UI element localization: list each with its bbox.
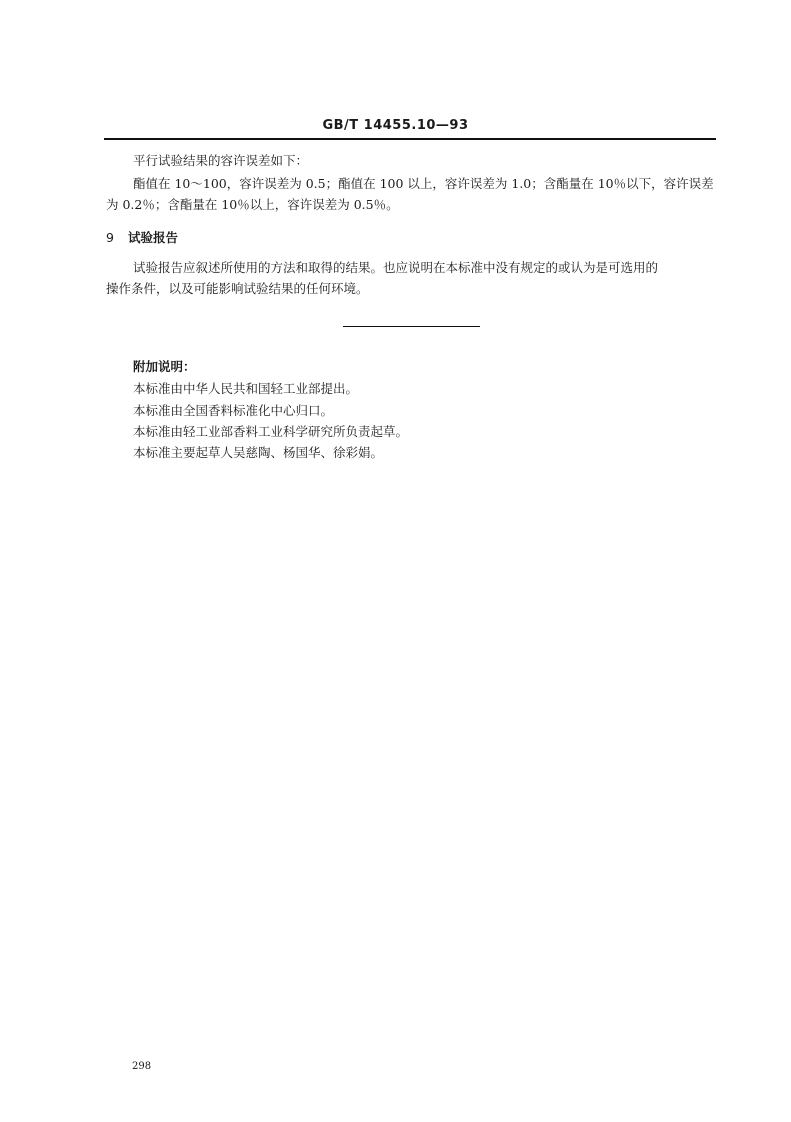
note-item: 本标准由轻工业部香料工业科学研究所负责起草。 xyxy=(133,424,409,439)
section-9-line-1: 试验报告应叙述所使用的方法和取得的结果。也应说明在本标准中没有规定的或认为是可选用的 xyxy=(133,260,659,275)
tolerance-line-2: 为 0.2％；含酯量在 10％以上，容许误差为 0.5％。 xyxy=(106,197,399,212)
end-of-text-divider xyxy=(343,326,480,327)
note-item: 本标准主要起草人吴慈陶、杨国华、徐彩娟。 xyxy=(133,445,384,460)
additional-notes-title: 附加说明： xyxy=(133,359,196,374)
tolerance-line-1: 酯值在 10～100，容许误差为 0.5；酯值在 100 以上，容许误差为 1.0；含酯量在 10％以下，容许误差 xyxy=(133,176,714,191)
section-9-title: 试验报告 xyxy=(128,230,179,245)
standard-code: GB/T 14455.10—93 xyxy=(322,118,469,133)
section-9-heading xyxy=(106,228,178,246)
note-item: 本标准由全国香料标准化中心归口。 xyxy=(133,403,334,418)
section-9-number: 9 xyxy=(106,230,114,245)
header-rule xyxy=(104,138,716,140)
page-number: 298 xyxy=(132,1061,152,1072)
section-9-line-2: 操作条件，以及可能影响试验结果的任何环境。 xyxy=(106,281,369,296)
note-item: 本标准由中华人民共和国轻工业部提出。 xyxy=(133,381,359,396)
tolerance-intro: 平行试验结果的容许误差如下： xyxy=(133,153,309,168)
